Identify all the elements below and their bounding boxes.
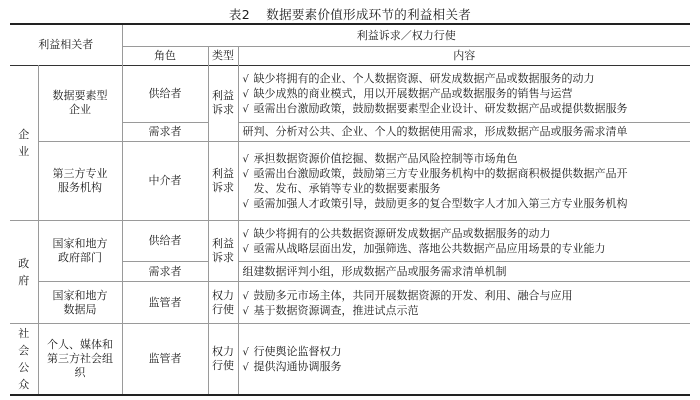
header-role: 角色 — [122, 47, 208, 66]
check-icon: √ — [242, 361, 249, 373]
group-enterprise — [10, 65, 38, 220]
group-government-label: 政 府 — [18, 256, 30, 287]
check-icon: √ — [242, 243, 249, 255]
type-power-2 — [208, 323, 238, 395]
check-icon: √ — [242, 305, 249, 317]
table-row — [10, 220, 690, 261]
table-number: 表2 — [228, 7, 250, 22]
table-row — [10, 65, 690, 122]
check-icon: √ — [242, 74, 249, 86]
role-demander-2: 需求者 — [122, 261, 208, 282]
check-icon: √ — [242, 228, 249, 240]
list-item: √ 缺少成熟的商业模式，用以开展数据产品或数据服务的销售与运营 — [242, 87, 573, 101]
subject-gov-depts-label: 国家和地方 政府部门 — [52, 236, 108, 264]
content-r4 — [238, 220, 690, 261]
list-item: √ 亟需出台激励政策，鼓励第三方专业服务机构中的数据商积极提供数据产品开 — [242, 166, 628, 180]
check-icon: √ — [242, 168, 249, 180]
list-item: √ 鼓励多元市场主体，共同开展数据资源的开发、利用、融合与应用 — [242, 288, 573, 302]
list-item: √ 亟需从战略层面出发，加强筛选、落地公共数据产品应用场景的专业能力 — [242, 241, 606, 255]
content-r7 — [238, 323, 690, 395]
list-item: √ 缺少将拥有的公共数据资源研发成数据产品或数据服务的动力 — [242, 226, 551, 240]
list-item: √ 承担数据资源价值挖掘、数据产品风险控制等市场角色 — [242, 151, 518, 165]
list-item: √ 亟需出台激励政策，鼓励数据要素型企业设计、研发数据产品或提供数据服务 — [242, 102, 628, 116]
check-icon: √ — [242, 104, 249, 116]
list-item: 发、发布、承销等专业的数据要素服务 — [253, 181, 441, 195]
header-claims: 利益诉求／权力行使 — [122, 24, 690, 47]
table-title: 数据要素价值形成环节的利益相关者 — [266, 7, 472, 22]
subject-data-enterprise-label: 数据要素型 企业 — [52, 89, 108, 117]
role-demander: 需求者 — [122, 122, 208, 142]
content-r5: 组建数据评判小组，形成数据产品或服务需求清单机制 — [238, 261, 690, 282]
subject-data-bureau-label: 国家和地方 数据局 — [52, 288, 108, 316]
type-interest-2-label: 利益 诉求 — [212, 166, 234, 194]
type-interest-label: 利益 诉求 — [212, 89, 234, 117]
list-item: √ 亟需加强人才政策引导，鼓励更多的复合型数字人才加入第三方专业服务机构 — [242, 196, 628, 210]
role-regulator: 监管者 — [122, 282, 208, 323]
subject-data-bureau — [38, 282, 122, 323]
header-type: 类型 — [208, 47, 238, 66]
check-icon: √ — [242, 89, 249, 101]
group-government — [10, 220, 38, 323]
header-stakeholder: 利益相关者 — [10, 24, 122, 65]
list-item: √ 基于数据资源调查，推进试点示范 — [242, 303, 419, 317]
content-r3 — [238, 142, 690, 220]
table-caption — [0, 0, 700, 22]
check-icon: √ — [242, 346, 249, 358]
group-public — [10, 323, 38, 395]
content-r1 — [238, 65, 690, 122]
type-interest-3-label: 利益 诉求 — [212, 236, 234, 264]
content-r2: 研判、分析对公共、企业、个人的数据使用需求，形成数据产品或服务需求清单 — [238, 122, 690, 142]
subject-data-enterprise — [38, 65, 122, 141]
list-item: √ 缺少将拥有的企业、个人数据资源、研发成数据产品或数据服务的动力 — [242, 72, 595, 86]
role-supplier: 供给者 — [122, 65, 208, 122]
list-item: √ 提供沟通协调服务 — [242, 359, 342, 373]
group-enterprise-label: 企 业 — [18, 127, 30, 158]
type-power-2-label: 权力 行使 — [212, 344, 234, 372]
role-regulator-2: 监管者 — [122, 323, 208, 395]
table-row — [10, 323, 690, 395]
header-content: 内容 — [238, 47, 690, 66]
check-icon: √ — [242, 290, 249, 302]
stakeholder-table — [10, 23, 690, 396]
subject-social-label: 个人、媒体和 第三方社会组 织 — [47, 337, 113, 379]
type-power — [208, 282, 238, 323]
role-supplier-2: 供给者 — [122, 220, 208, 261]
subject-social — [38, 323, 122, 395]
subject-third-party-label: 第三方专业 服务机构 — [52, 166, 108, 194]
subject-third-party — [38, 142, 122, 220]
table-row — [10, 282, 690, 323]
type-interest-3 — [208, 220, 238, 282]
role-intermediary: 中介者 — [122, 142, 208, 220]
subject-gov-depts — [38, 220, 122, 282]
check-icon: √ — [242, 153, 249, 165]
group-public-label: 社 会 公 众 — [18, 326, 30, 391]
type-power-label: 权力 行使 — [212, 288, 234, 316]
check-icon: √ — [242, 198, 249, 210]
type-interest — [208, 65, 238, 141]
table-row — [10, 142, 690, 220]
list-item: √ 行使舆论监督权力 — [242, 344, 342, 358]
type-interest-2 — [208, 142, 238, 220]
header-row-1 — [10, 24, 690, 47]
content-r6 — [238, 282, 690, 323]
